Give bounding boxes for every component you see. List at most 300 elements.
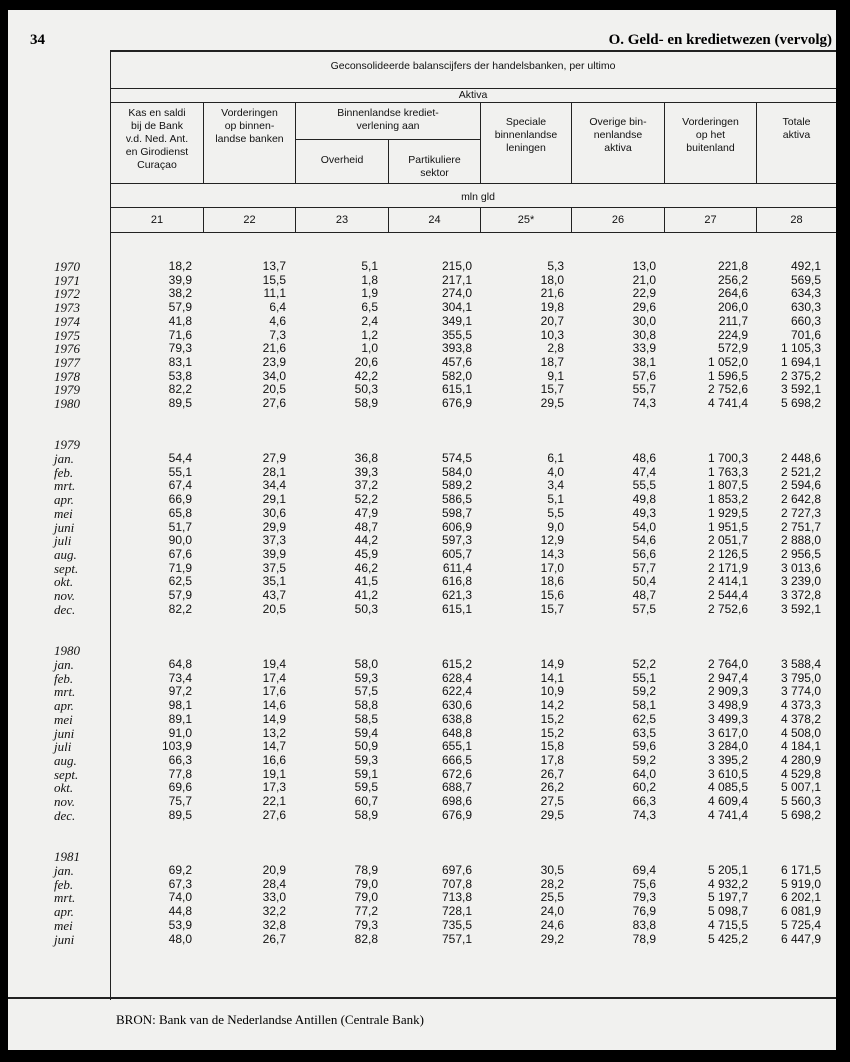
table-cell: 615,1 (441, 382, 472, 397)
table-cell: 59,4 (354, 725, 378, 740)
table-cell: 672,6 (441, 766, 472, 781)
table-cell: 17,4 (262, 670, 286, 685)
table-cell: 39,3 (354, 464, 378, 479)
table-cell: 3 588,4 (780, 657, 821, 671)
table-cell: 89,5 (168, 396, 192, 410)
table-cell: 53,9 (168, 917, 192, 932)
aktiva-heading: Aktiva (458, 89, 488, 101)
table-cell: 3 617,0 (707, 725, 748, 740)
table-cell: 4 085,5 (707, 780, 748, 795)
table-cell: 33,0 (262, 890, 286, 905)
col-header-28: Totale aktiva (782, 116, 811, 141)
table-cell: 56,6 (632, 546, 656, 561)
table-cell: 572,9 (717, 341, 748, 356)
row-label: 1975 (54, 327, 80, 343)
table-cell: 29,6 (632, 300, 656, 315)
table-cell: 221,8 (717, 259, 748, 273)
row-label: juli (54, 533, 72, 549)
table-cell: 58,0 (354, 657, 378, 671)
table-cell: 54,6 (632, 533, 656, 548)
table-cell: 616,8 (441, 574, 472, 589)
table-cell: 4 741,4 (707, 396, 748, 410)
table-cell: 6 171,5 (780, 863, 821, 877)
table-cell: 17,3 (262, 780, 286, 795)
table-cell: 37,3 (262, 533, 286, 548)
table-cell: 2 642,8 (780, 492, 821, 507)
table-cell: 14,2 (540, 698, 564, 713)
table-cell: 4 529,8 (780, 766, 821, 781)
table-cell: 67,4 (168, 478, 192, 493)
table-cell: 29,5 (540, 396, 564, 410)
table-cell: 41,5 (354, 574, 378, 589)
table-cell: 48,7 (354, 519, 378, 534)
table-title: Geconsolideerde balanscijfers der handelsbanken, per ultimo (330, 60, 616, 72)
table-cell: 6,5 (361, 300, 378, 315)
table-cell: 48,6 (632, 451, 656, 465)
table-cell: 611,4 (442, 560, 472, 575)
table-cell: 3 395,2 (707, 752, 748, 767)
table-cell: 21,6 (262, 341, 286, 356)
table-cell: 47,9 (354, 505, 378, 520)
table-cell: 29,1 (262, 492, 286, 507)
table-cell: 28,2 (540, 876, 564, 891)
table-cell: 39,9 (168, 272, 192, 287)
table-cell: 4 609,4 (707, 794, 748, 808)
row-label: jan. (54, 451, 74, 466)
table-cell: 20,9 (262, 863, 286, 877)
table-cell: 2 727,3 (780, 505, 821, 520)
table-cell: 3,4 (547, 478, 564, 493)
table-cell: 18,2 (168, 259, 192, 273)
table-cell: 676,9 (441, 807, 472, 822)
table-cell: 46,2 (354, 560, 378, 575)
table-cell: 605,7 (441, 546, 472, 561)
table-cell: 58,9 (354, 396, 378, 410)
table-cell: 89,5 (168, 807, 192, 822)
table-cell: 2 375,2 (780, 368, 821, 383)
row-label: mrt. (54, 478, 76, 494)
table-cell: 2 594,6 (780, 478, 821, 493)
table-cell: 5 425,2 (707, 931, 748, 946)
col-header-22: Vorderingen op binnen- landse banken (215, 107, 284, 145)
table-cell: 2 414,1 (707, 574, 748, 589)
table-cell: 55,1 (168, 464, 192, 479)
table-cell: 211,7 (718, 313, 748, 328)
table-cell: 4 508,0 (780, 725, 821, 740)
table-cell: 69,4 (632, 863, 656, 877)
table-cell: 569,5 (790, 272, 821, 287)
table-cell: 17,6 (262, 684, 286, 699)
table-cell: 26,2 (540, 780, 564, 795)
table-cell: 5,1 (547, 492, 564, 507)
col-number: 28 (790, 214, 803, 226)
source-text: Bank van de Nederlandse Antillen (Centrale Bank) (158, 1012, 424, 1027)
table-cell: 666,5 (441, 752, 472, 767)
table-cell: 79,3 (168, 341, 192, 356)
table-cell: 3 372,8 (780, 588, 821, 602)
table-cell: 60,7 (354, 794, 378, 808)
table-cell: 39,9 (262, 546, 286, 561)
col-header-23: Overheid (320, 154, 364, 166)
table-cell: 2 752,6 (707, 382, 748, 397)
table-cell: 1 951,5 (707, 519, 748, 534)
table-cell: 24,0 (540, 904, 564, 919)
col-header-21: Kas en saldi bij de Bank v.d. Ned. Ant. en Girodienst Curaçao (125, 107, 189, 171)
table-cell: 78,9 (354, 863, 378, 877)
unit-label: mln gld (461, 191, 495, 203)
table-cell: 55,7 (632, 382, 656, 397)
table-cell: 5 205,1 (707, 863, 748, 877)
table-cell: 29,2 (540, 931, 564, 946)
table-cell: 57,5 (632, 601, 656, 616)
table-cell: 3 013,6 (780, 560, 821, 575)
row-label: okt. (54, 780, 74, 796)
row-label: nov. (54, 588, 76, 603)
table-cell: 15,7 (540, 382, 564, 397)
table-cell: 52,2 (632, 657, 656, 671)
table-cell: 1 105,3 (780, 341, 821, 356)
table-cell: 574,5 (441, 451, 472, 465)
table-cell: 21,6 (540, 286, 564, 301)
table-cell: 44,8 (168, 904, 192, 919)
table-cell: 41,8 (168, 313, 192, 328)
table-cell: 47,4 (632, 464, 656, 479)
table-cell: 15,2 (540, 725, 564, 740)
table-cell: 6 081,9 (780, 904, 821, 919)
table-cell: 49,3 (632, 505, 656, 520)
table-cell: 82,2 (168, 601, 192, 616)
table-cell: 9,1 (547, 368, 564, 383)
table-cell: 3 610,5 (707, 766, 748, 781)
table-cell: 33,9 (632, 341, 656, 356)
row-label: mei (54, 917, 73, 933)
table-cell: 32,2 (262, 904, 286, 919)
table-cell: 6,1 (547, 451, 564, 465)
col-number: 21 (150, 214, 164, 226)
table-cell: 52,2 (354, 492, 378, 507)
table-cell: 215,0 (441, 259, 472, 273)
table-cell: 4 378,2 (780, 711, 821, 726)
table-cell: 62,5 (168, 574, 192, 589)
table-cell: 2 752,6 (707, 601, 748, 616)
table-cell: 58,5 (354, 711, 378, 726)
col-header-24: Partikuliere sektor (408, 154, 461, 179)
table-cell: 48,0 (168, 931, 192, 946)
table-cell: 697,6 (441, 863, 472, 877)
table-cell: 55,5 (632, 478, 656, 493)
table-cell: 2,4 (361, 313, 378, 328)
table-cell: 51,7 (168, 519, 192, 534)
row-label: jan. (54, 657, 74, 672)
table-cell: 14,9 (540, 657, 564, 671)
table-cell: 54,0 (632, 519, 656, 534)
table-cell: 3 592,1 (780, 601, 821, 616)
table-cell: 224,9 (717, 327, 748, 342)
document-page (8, 10, 836, 1050)
table-cell: 67,3 (168, 876, 192, 891)
row-label: mei (54, 505, 73, 521)
table-cell: 29,5 (540, 807, 564, 822)
table-cell: 28,1 (262, 464, 286, 479)
row-label: nov. (54, 794, 76, 809)
table-cell: 48,7 (632, 588, 656, 602)
table-cell: 14,3 (540, 546, 564, 561)
table-cell: 58,9 (354, 807, 378, 822)
table-cell: 20,5 (262, 382, 286, 397)
table-cell: 79,0 (354, 876, 378, 891)
table-cell: 83,1 (168, 354, 192, 369)
table-cell: 15,5 (262, 272, 286, 287)
table-cell: 67,6 (168, 546, 192, 561)
table-cell: 59,1 (354, 766, 378, 781)
table-cell: 757,1 (441, 931, 472, 946)
table-cell: 2 521,2 (780, 464, 821, 479)
table-cell: 42,2 (354, 368, 378, 383)
table-cell: 4 184,1 (780, 739, 821, 754)
table-cell: 621,3 (441, 588, 472, 602)
table-cell: 69,6 (168, 780, 192, 795)
table-cell: 597,3 (441, 533, 472, 548)
table-cell: 2 888,0 (780, 533, 821, 548)
table-cell: 630,3 (790, 300, 821, 315)
table-cell: 1 929,5 (707, 505, 748, 520)
table-cell: 2 947,4 (707, 670, 748, 685)
table-cell: 63,5 (632, 725, 656, 740)
table-cell: 79,3 (632, 890, 656, 905)
table-cell: 1,8 (361, 272, 378, 287)
table-cell: 27,9 (262, 451, 286, 465)
table-cell: 5 698,2 (780, 807, 821, 822)
table-cell: 76,9 (632, 904, 656, 919)
table-cell: 701,6 (790, 327, 821, 342)
table-cell: 206,0 (717, 300, 748, 315)
table-cell: 58,1 (632, 698, 656, 713)
table-cell: 4 932,2 (707, 876, 748, 891)
table-cell: 1,2 (361, 327, 378, 342)
row-label: juni (54, 931, 75, 947)
table-cell: 14,9 (262, 711, 286, 726)
table-cell: 54,4 (168, 451, 192, 465)
page-number: 34 (30, 32, 45, 48)
table-cell: 586,5 (441, 492, 472, 507)
col-header-27: Vorderingen op het buitenland (682, 116, 739, 154)
table-cell: 10,9 (540, 684, 564, 699)
col-number: 24 (428, 214, 441, 226)
table-cell: 5 098,7 (707, 904, 748, 919)
table-cell: 24,6 (540, 917, 564, 932)
row-label: sept. (54, 560, 79, 576)
table-cell: 50,4 (632, 574, 656, 589)
table-cell: 13,7 (262, 259, 286, 273)
table-cell: 50,3 (354, 382, 378, 397)
table-cell: 9,0 (547, 519, 564, 534)
table-cell: 23,9 (262, 354, 286, 369)
row-label: feb. (54, 464, 74, 480)
table-cell: 1 853,2 (707, 492, 748, 507)
table-cell: 77,2 (354, 904, 378, 919)
table-cell: 5,5 (547, 505, 564, 520)
table-cell: 2 751,7 (780, 519, 821, 534)
row-label: dec. (54, 807, 76, 823)
table-cell: 19,8 (540, 300, 564, 315)
table-cell: 59,2 (632, 752, 656, 767)
table-cell: 457,6 (441, 354, 472, 369)
table-cell: 615,1 (441, 601, 472, 616)
table-cell: 37,2 (354, 478, 378, 493)
row-label: feb. (54, 876, 74, 892)
row-label: 1974 (54, 313, 80, 329)
table-cell: 36,8 (354, 451, 378, 465)
table-cell: 59,2 (632, 684, 656, 699)
row-label: apr. (54, 698, 74, 714)
table-cell: 82,2 (168, 382, 192, 397)
table-cell: 598,7 (441, 505, 472, 520)
table-cell: 25,5 (540, 890, 564, 905)
row-label: juli (54, 739, 72, 755)
table-cell: 64,0 (632, 766, 656, 781)
table-cell: 57,5 (354, 684, 378, 699)
table-cell: 83,8 (632, 917, 656, 932)
table-cell: 1 807,5 (707, 478, 748, 493)
row-label: 1972 (54, 286, 80, 302)
table-cell: 30,0 (632, 313, 656, 328)
table-cell: 1 700,3 (707, 451, 748, 465)
table-cell: 582,0 (441, 368, 472, 383)
table-cell: 71,9 (168, 560, 192, 575)
table-cell: 2 051,7 (707, 533, 748, 548)
table-cell: 2 544,4 (707, 588, 748, 602)
table-cell: 22,9 (632, 286, 656, 301)
table-cell: 698,6 (441, 794, 472, 808)
table-cell: 59,5 (354, 780, 378, 795)
table-cell: 55,1 (632, 670, 656, 685)
table-cell: 606,9 (441, 519, 472, 534)
table-cell: 5 725,4 (780, 917, 821, 932)
table-cell: 2 956,5 (780, 546, 821, 561)
table-cell: 26,7 (262, 931, 286, 946)
table-cell: 45,9 (354, 546, 378, 561)
table-cell: 62,5 (632, 711, 656, 726)
table-cell: 10,3 (540, 327, 564, 342)
table-cell: 60,2 (632, 780, 656, 795)
table-cell: 648,8 (441, 725, 472, 740)
row-label: 1973 (54, 300, 80, 316)
table-cell: 12,9 (540, 533, 564, 548)
table-cell: 27,5 (540, 794, 564, 808)
table-cell: 4,0 (547, 464, 564, 479)
table-cell: 3 498,9 (707, 698, 748, 713)
table-cell: 64,8 (168, 657, 192, 671)
table-cell: 26,7 (540, 766, 564, 781)
table-cell: 584,0 (441, 464, 472, 479)
table-cell: 5 919,0 (780, 876, 821, 891)
table-cell: 264,6 (717, 286, 748, 301)
row-label: aug. (54, 752, 77, 768)
row-label: okt. (54, 574, 74, 590)
table-cell: 71,6 (168, 327, 192, 342)
table-cell: 29,9 (262, 519, 286, 534)
table-cell: 3 284,0 (707, 739, 748, 754)
table-cell: 74,0 (168, 890, 192, 905)
table-cell: 1 763,3 (707, 464, 748, 479)
table-cell: 16,6 (262, 752, 286, 767)
table-cell: 75,7 (168, 794, 192, 808)
table-cell: 59,6 (632, 739, 656, 754)
table-cell: 38,1 (632, 354, 656, 369)
table-cell: 14,6 (262, 698, 286, 713)
table-cell: 676,9 (441, 396, 472, 410)
table-cell: 660,3 (790, 313, 821, 328)
table-cell: 34,0 (262, 368, 286, 383)
table-cell: 6 202,1 (780, 890, 821, 905)
table-cell: 58,8 (354, 698, 378, 713)
table-cell: 1 596,5 (707, 368, 748, 383)
table-cell: 66,3 (168, 752, 192, 767)
table-cell: 97,2 (168, 684, 192, 699)
table-cell: 13,0 (632, 259, 656, 273)
table-cell: 17,8 (540, 752, 564, 767)
row-label: mrt. (54, 890, 76, 906)
table-cell: 2 171,9 (707, 560, 748, 575)
table-cell: 622,4 (441, 684, 472, 699)
table-cell: 707,8 (441, 876, 472, 891)
table-cell: 27,6 (262, 807, 286, 822)
table-cell: 19,1 (262, 766, 286, 781)
table-cell: 37,5 (262, 560, 286, 575)
row-label: apr. (54, 904, 74, 920)
table-cell: 5,3 (547, 259, 564, 273)
table-cell: 57,6 (632, 368, 656, 383)
row-label: aug. (54, 546, 77, 562)
table-cell: 43,7 (262, 588, 286, 602)
table-cell: 6 447,9 (780, 931, 821, 946)
table-cell: 44,2 (354, 533, 378, 548)
table-cell: 73,4 (168, 670, 192, 685)
table-cell: 20,5 (262, 601, 286, 616)
table-cell: 103,9 (161, 739, 192, 754)
group-heading: 1979 (54, 437, 80, 453)
table-cell: 3 592,1 (780, 382, 821, 397)
table-cell: 713,8 (441, 890, 472, 905)
table-cell: 615,2 (441, 657, 472, 671)
table-cell: 4 741,4 (707, 807, 748, 822)
table-cell: 89,1 (168, 711, 192, 726)
source-label: BRON: (116, 1012, 156, 1027)
table-cell: 4 373,3 (780, 698, 821, 713)
table-cell: 59,3 (354, 670, 378, 685)
table-cell: 20,7 (540, 313, 564, 328)
table-cell: 256,2 (717, 272, 748, 287)
row-label: 1979 (54, 382, 80, 398)
table-cell: 349,1 (441, 313, 472, 328)
table-cell: 728,1 (441, 904, 472, 919)
table-cell: 6,4 (269, 300, 286, 315)
table-cell: 634,3 (790, 286, 821, 301)
row-label: 1977 (54, 354, 80, 370)
table-cell: 304,1 (441, 300, 472, 315)
table-cell: 630,6 (441, 698, 472, 713)
section-title: O. Geld- en kredietwezen (vervolg) (608, 32, 832, 48)
row-label: 1971 (54, 272, 80, 288)
table-cell: 5 698,2 (780, 396, 821, 410)
table-cell: 69,2 (168, 863, 192, 877)
table-cell: 18,6 (540, 574, 564, 589)
table-cell: 75,6 (632, 876, 656, 891)
table-cell: 2 448,6 (780, 451, 821, 465)
table-cell: 492,1 (790, 259, 821, 273)
table-cell: 59,3 (354, 752, 378, 767)
row-label: jan. (54, 863, 74, 878)
